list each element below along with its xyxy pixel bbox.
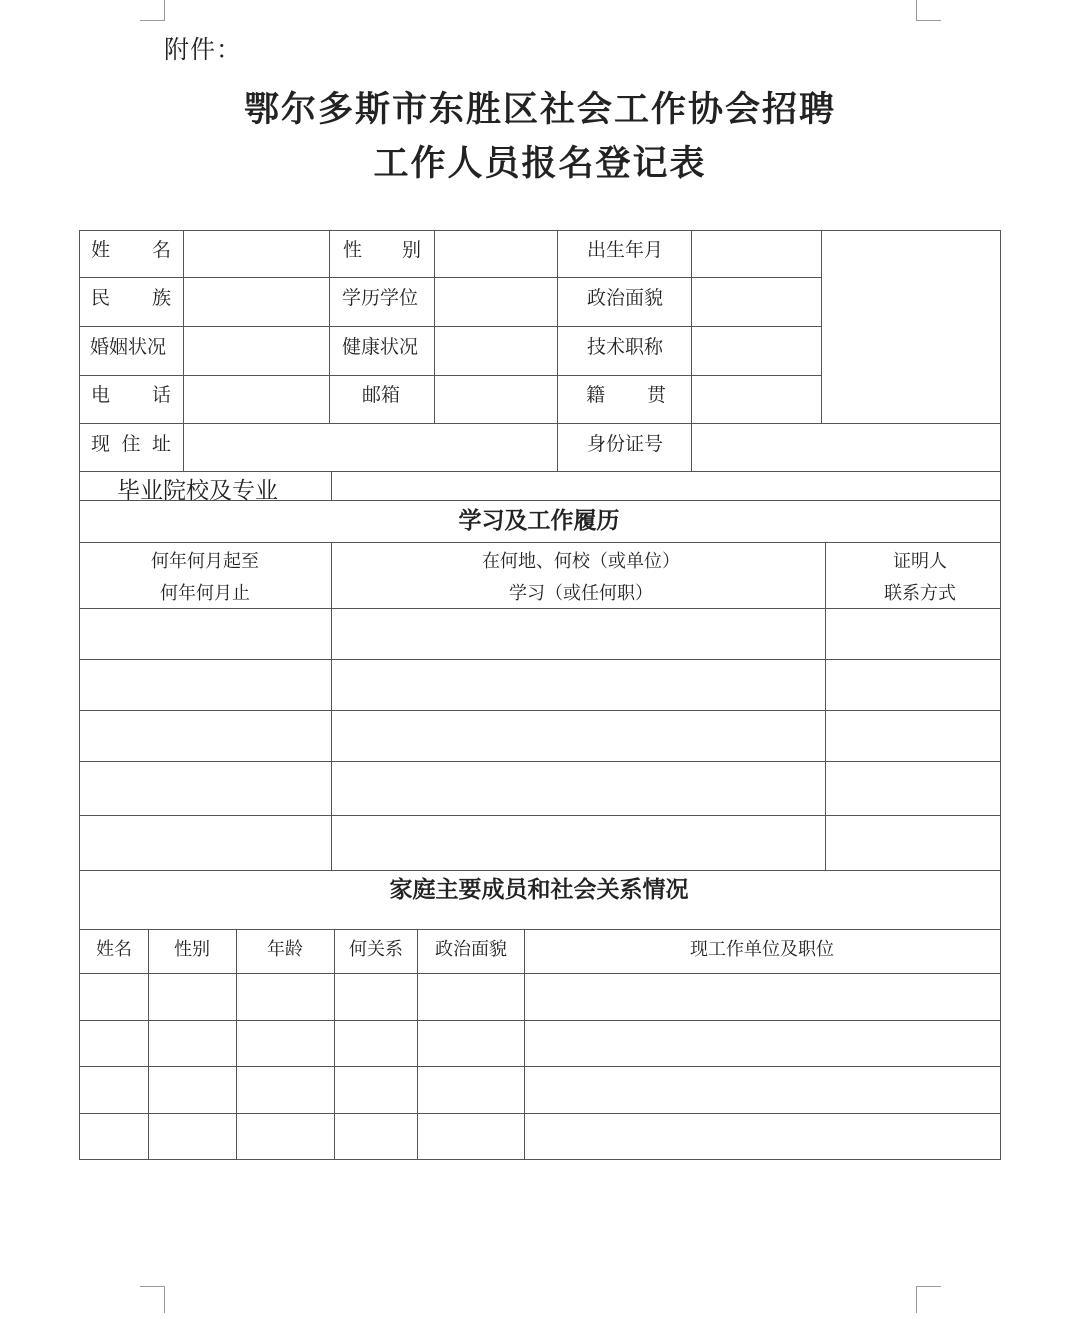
history-row[interactable] [80,762,1000,815]
native-place-label: 籍 贯 [586,384,666,406]
form-title-line-1: 鄂尔多斯市东胜区社会工作协会招聘 [243,90,836,130]
health-status-field[interactable] [435,327,557,375]
history-col-period-line1: 何年何月起至 [151,551,259,572]
id-number-field[interactable] [692,424,1000,471]
history-row[interactable] [80,609,1000,659]
history-col-period-line2: 何年何月止 [160,583,250,604]
marital-status-field[interactable] [184,327,329,375]
id-number-label: 身份证号 [586,433,664,455]
family-col-employer-position: 现工作单位及职位 [690,939,834,960]
crop-mark-top-right [916,0,941,21]
family-col-relation: 何关系 [349,939,403,960]
history-section-title: 学习及工作履历 [458,508,620,534]
phone-label: 电 话 [91,384,171,406]
row-line [79,929,1001,930]
gender-field[interactable] [435,231,557,277]
family-row[interactable] [80,974,1000,1020]
family-col-gender: 性别 [174,939,210,960]
photo-slot [822,231,1000,423]
health-status-label: 健康状况 [342,336,419,358]
address-label: 现 住 址 [91,433,171,455]
row-line [79,542,1001,543]
family-col-age: 年龄 [267,939,303,960]
crop-mark-bottom-right [916,1286,941,1313]
registration-form-table [79,230,1001,1160]
family-row[interactable] [80,1067,1000,1113]
phone-field[interactable] [184,376,329,423]
ethnicity-field[interactable] [184,278,329,326]
gender-label: 性 别 [343,239,421,261]
col-line [557,230,558,471]
history-col-place-line1: 在何地、何校（或单位） [482,551,680,572]
birth-date-field[interactable] [692,231,821,277]
table-border-right [1000,230,1001,1160]
email-label: 邮箱 [361,384,401,406]
attachment-label: 附件： [164,35,243,64]
family-col-political-status: 政治面貌 [435,939,507,960]
family-col-name: 姓名 [96,939,132,960]
graduation-school-field[interactable] [332,472,1000,500]
history-row[interactable] [80,711,1000,761]
professional-title-field[interactable] [692,327,821,375]
political-status-field[interactable] [692,278,821,326]
name-field[interactable] [184,231,329,277]
history-col-place-line2: 学习（或任何职） [509,583,653,604]
history-col-reference-line2: 联系方式 [884,583,956,604]
family-row[interactable] [80,1114,1000,1159]
family-row[interactable] [80,1021,1000,1066]
col-line [329,230,330,423]
history-col-reference-line1: 证明人 [893,551,947,572]
education-label: 学历学位 [342,287,419,309]
name-label: 姓 名 [91,239,171,261]
crop-mark-top-left [140,0,165,21]
birth-date-label: 出生年月 [586,239,664,261]
crop-mark-bottom-left [140,1286,165,1313]
political-status-label: 政治面貌 [586,287,664,309]
professional-title-label: 技术职称 [586,336,664,358]
address-field[interactable] [184,424,557,471]
ethnicity-label: 民 族 [91,287,171,309]
education-field[interactable] [435,278,557,326]
email-field[interactable] [435,376,557,423]
marital-status-label: 婚姻状况 [90,336,167,358]
graduation-school-label: 毕业院校及专业 [117,478,278,504]
history-row[interactable] [80,816,1000,870]
family-section-title: 家庭主要成员和社会关系情况 [389,877,689,903]
table-border-bottom [79,1159,1001,1160]
form-title-line-2: 工作人员报名登记表 [373,144,707,184]
history-row[interactable] [80,660,1000,710]
native-place-field[interactable] [692,376,821,423]
